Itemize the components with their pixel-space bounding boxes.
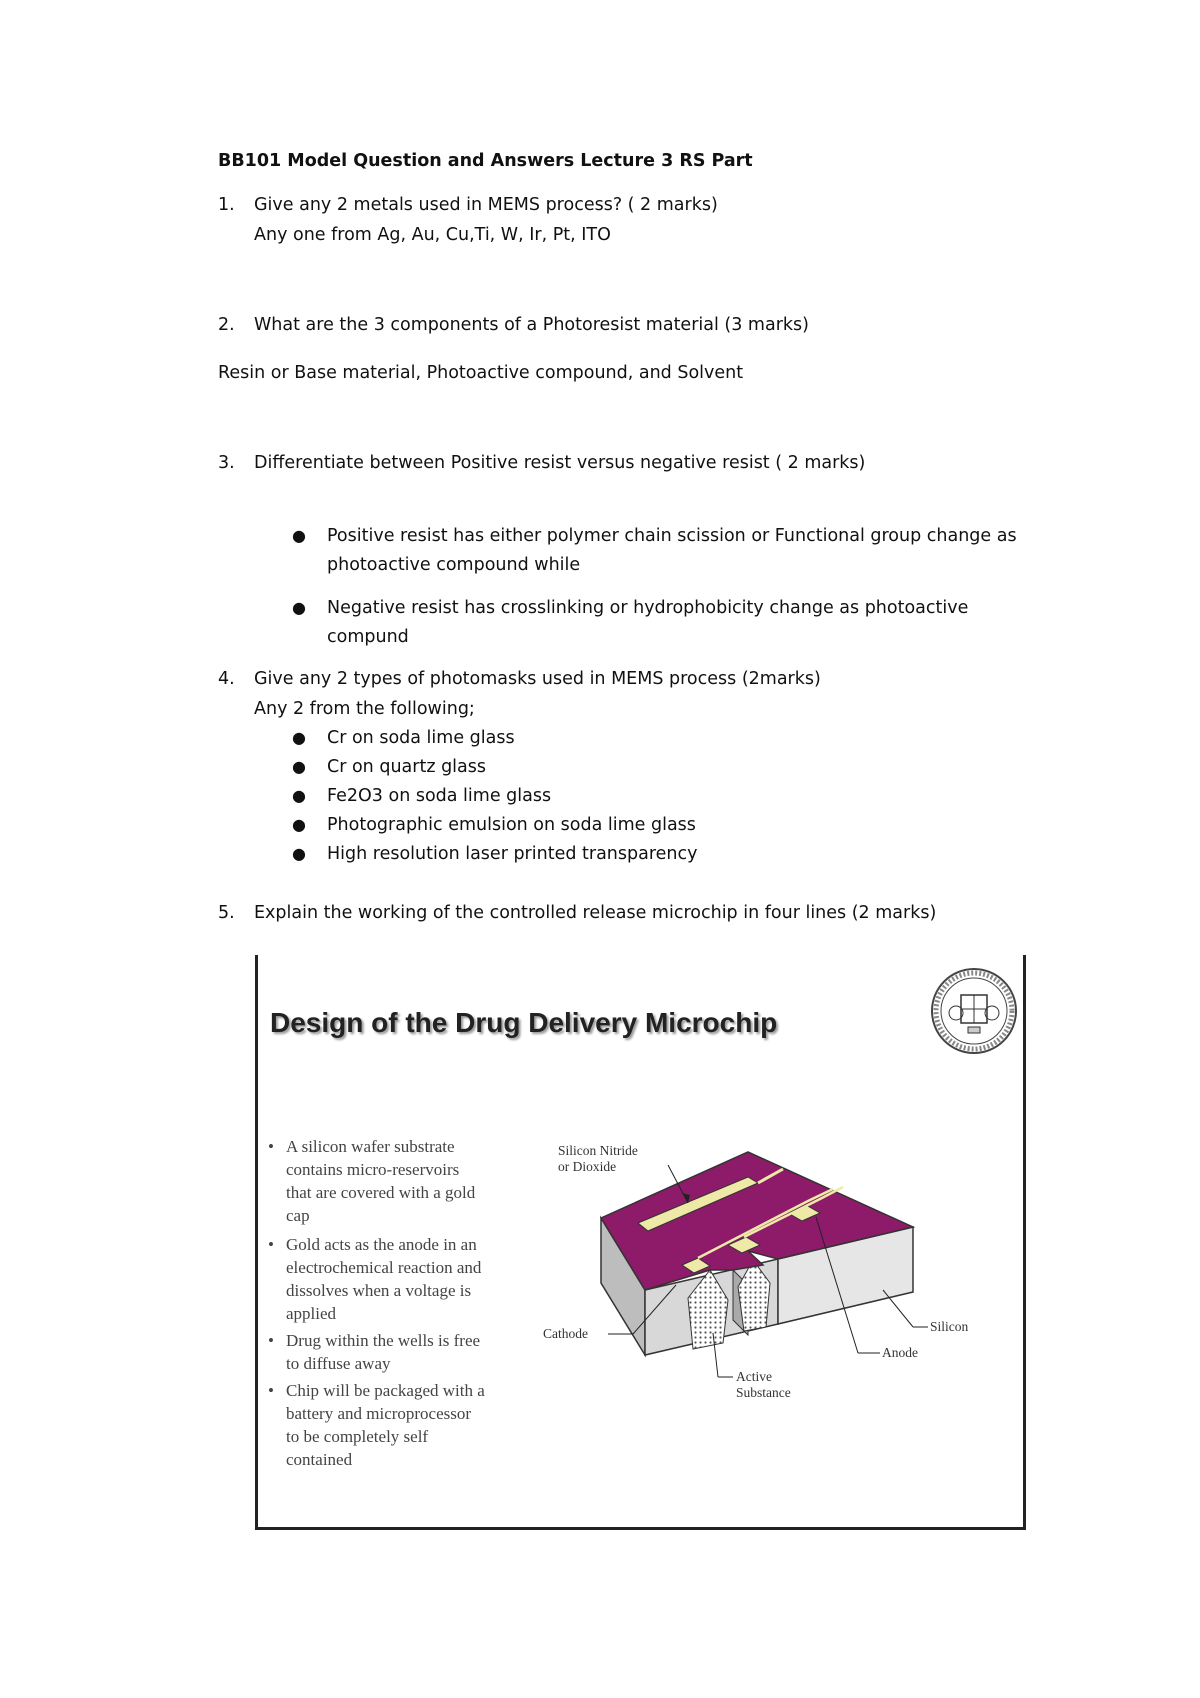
microchip-diagram [543,1105,988,1425]
q4-item: Cr on quartz glass [327,757,486,777]
bullet-dot: ● [292,815,306,834]
bullet-dot: ● [292,844,306,863]
bullet-dot: ● [292,526,306,545]
slide-bullet [268,1379,526,1471]
slide-bullet-line: applied [286,1304,337,1323]
slide-title: Design of the Drug Delivery Microchip [270,1007,778,1038]
slide-bullet-line: Gold acts as the anode in an [286,1235,477,1254]
q5-number: 5. [218,903,235,923]
slide-bullet-line: contained [286,1450,353,1469]
label-active-substance: Active [736,1369,772,1384]
q4-item: Cr on soda lime glass [327,728,515,748]
q1-answer: Any one from Ag, Au, Cu,Ti, W, Ir, Pt, ITO [254,225,611,245]
slide-bullet-line: A silicon wafer substrate [286,1137,455,1156]
bullet-dot: ● [292,757,306,776]
q3-bullet-2-line-2: compund [327,627,409,647]
q4-item: Fe2O3 on soda lime glass [327,786,552,806]
label-active-substance: Substance [736,1385,791,1400]
q4-question: Give any 2 types of photomasks used in MEMS process (2marks) [254,669,821,689]
slide-bullet [268,1135,526,1227]
label-silicon: Silicon [930,1319,969,1334]
slide-bullet-line: electrochemical reaction and [286,1258,482,1277]
slide-bullet-line: to be completely self [286,1427,429,1446]
q3-bullet-2-line-1: Negative resist has crosslinking or hydrophobicity change as photoactive [327,598,969,618]
university-seal-icon [928,965,1020,1057]
q4-item: High resolution laser printed transparency [327,844,698,864]
label-silicon-nitride: Silicon Nitride [558,1143,638,1158]
bullet-dot: • [268,1235,274,1254]
document-title: BB101 Model Question and Answers Lecture 3 RS Part [218,151,753,171]
q1-question: Give any 2 metals used in MEMS process? ( 2 marks) [254,195,718,215]
bullet-dot: • [268,1137,274,1156]
slide-bullet-line: dissolves when a voltage is [286,1281,472,1300]
q2-answer: Resin or Base material, Photoactive compound, and Solvent [218,363,744,383]
q3-bullet-1-line-1: Positive resist has either polymer chain scission or Functional group change as [327,526,1017,546]
q4-item: Photographic emulsion on soda lime glass [327,815,696,835]
slide-bullet-line: contains micro-reservoirs [286,1160,460,1179]
slide-bullet [268,1329,526,1375]
q3-bullet-1-line-2: photoactive compound while [327,555,581,575]
slide-bullet-line: cap [286,1206,310,1225]
slide-figure [255,955,1026,1530]
slide-bullet-line: Chip will be packaged with a [286,1381,485,1400]
q2-question: What are the 3 components of a Photoresist material (3 marks) [254,315,809,335]
slide-bullet-line: battery and microprocessor [286,1404,472,1423]
label-silicon-nitride: or Dioxide [558,1159,617,1174]
q4-intro: Any 2 from the following; [254,699,475,719]
slide-bullet-line: Drug within the wells is free [286,1331,481,1350]
label-cathode: Cathode [543,1326,588,1341]
slide-bullet-line: that are covered with a gold [286,1183,476,1202]
q3-question: Differentiate between Positive resist versus negative resist ( 2 marks) [254,453,866,473]
q1-number: 1. [218,195,235,215]
bullet-dot: ● [292,786,306,805]
slide-bullet-line: to diffuse away [286,1354,391,1373]
bullet-dot: • [268,1331,274,1350]
q4-number: 4. [218,669,235,689]
slide-bullet [268,1233,526,1325]
bullet-dot: • [268,1381,274,1400]
bullet-dot: ● [292,598,306,617]
q3-number: 3. [218,453,235,473]
q5-question: Explain the working of the controlled release microchip in four lines (2 marks) [254,903,937,923]
label-anode: Anode [882,1345,918,1360]
bullet-dot: ● [292,728,306,747]
q2-number: 2. [218,315,235,335]
